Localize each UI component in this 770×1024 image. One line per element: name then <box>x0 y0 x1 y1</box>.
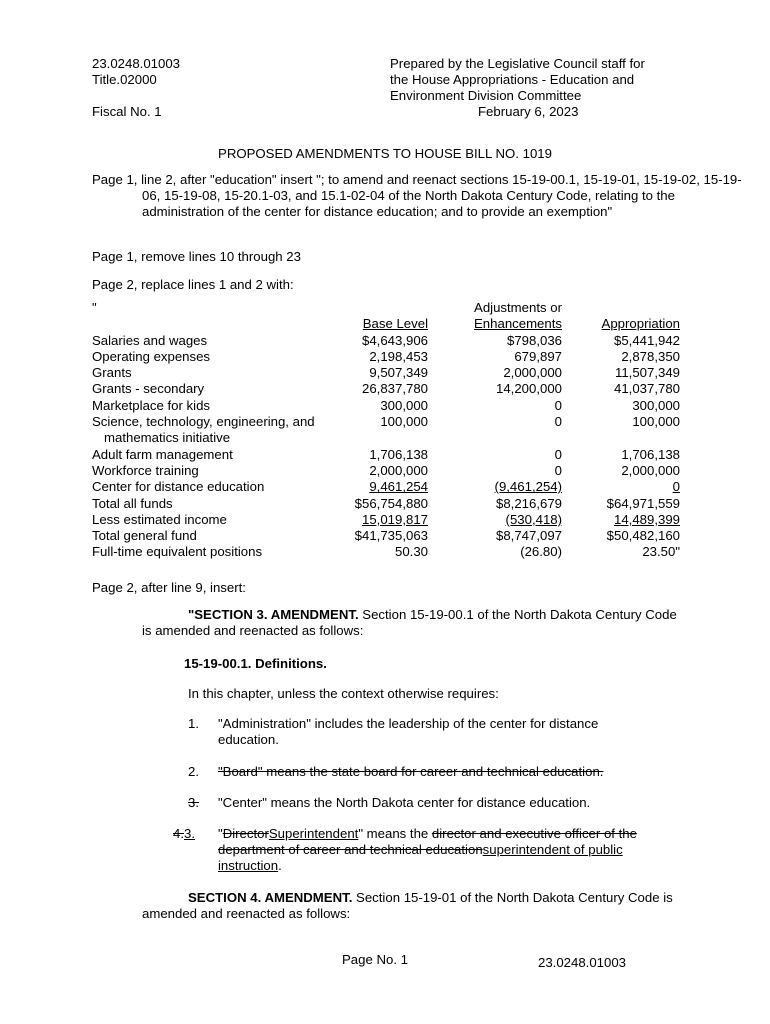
row-label: Center for distance education <box>92 479 265 495</box>
item-number-struck: 4. <box>173 826 184 841</box>
row-appr: 14,489,399 <box>613 511 680 527</box>
row-adj: (9,461,254) <box>494 479 562 495</box>
section3-context: In this chapter, unless the context otherwise requires: <box>188 686 499 701</box>
section3-intro <box>142 607 682 639</box>
row-adj: 0 <box>554 414 562 430</box>
section4-heading: SECTION 4. AMENDMENT. <box>188 890 353 905</box>
row-label: Grants <box>92 365 132 381</box>
section3-subheading: 15-19-00.1. Definitions. <box>184 656 327 671</box>
row-adj: (530,418) <box>505 511 562 527</box>
row-base: 2,198,453 <box>369 348 428 364</box>
appropriation-table <box>92 300 680 561</box>
row-base: 300,000 <box>380 397 428 413</box>
row-appr: 2,878,350 <box>621 348 680 364</box>
row-adj: $798,036 <box>506 332 562 348</box>
item-text: " means the <box>358 826 432 841</box>
table-row <box>92 365 680 381</box>
definition-item-2 <box>168 764 658 780</box>
struck-phrase: director and executive officer of the department of career and technical education <box>218 826 637 857</box>
table-header-row-2 <box>92 316 680 332</box>
row-adj: $8,216,679 <box>495 495 562 511</box>
row-label: Workforce training <box>92 462 199 478</box>
row-adj: 679,897 <box>514 348 562 364</box>
row-label: Grants - secondary <box>92 381 205 397</box>
row-adj: 0 <box>554 446 562 462</box>
item-text-struck: "Board" means the state board for career and technical education. <box>218 764 604 779</box>
item-number-inserted: 3. <box>184 826 195 841</box>
table-header-row-1 <box>92 300 680 316</box>
row-base: 9,461,254 <box>369 479 428 495</box>
table-row <box>92 398 680 414</box>
title-number: Title.02000 <box>92 72 157 87</box>
header-right <box>390 56 690 120</box>
table-row <box>92 333 680 349</box>
row-label: Total general fund <box>92 528 197 544</box>
row-base: $56,754,880 <box>354 495 428 511</box>
row-appr: 11,507,349 <box>614 365 680 381</box>
row-adj: 2,000,000 <box>503 365 562 381</box>
row-adj: 0 <box>554 462 562 478</box>
inserted-word: Superintendent <box>268 826 359 841</box>
bill-id: 23.0248.01003 <box>92 56 181 71</box>
row-base: 50.30 <box>394 544 428 560</box>
row-label: Marketplace for kids <box>92 397 210 413</box>
row-adj: (26.80) <box>520 544 562 560</box>
header-adjustments-line1: Adjustments or <box>474 300 562 315</box>
row-appr: 41,037,780 <box>613 381 680 397</box>
header-left <box>92 56 180 120</box>
quote-mark: " <box>218 826 223 841</box>
inserted-phrase: superintendent of public instruction <box>218 842 623 873</box>
footer-bill-id: 23.0248.01003 <box>538 955 627 970</box>
table-row <box>92 479 680 495</box>
row-label <box>92 414 342 447</box>
item-number-struck: 3. <box>188 795 199 810</box>
row-base: 100,000 <box>380 414 428 430</box>
row-base: 1,706,138 <box>369 446 428 462</box>
instruction-fourth: Page 2, after line 9, insert: <box>92 580 246 595</box>
table-row <box>92 528 680 544</box>
struck-word: Director <box>222 826 269 841</box>
row-adj: 14,200,000 <box>495 381 562 397</box>
period: . <box>278 858 282 873</box>
item-number: 1. <box>188 716 199 731</box>
page-number: Page No. 1 <box>342 952 408 967</box>
prepared-line-3: Environment Division Committee <box>390 88 582 103</box>
row-label: Full-time equivalent positions <box>92 544 263 560</box>
section4-text: Section 15-19-01 of the North Dakota Century Code is amended and reenacted as follows: <box>142 890 673 921</box>
item-number: 2. <box>188 764 199 779</box>
section3-heading: "SECTION 3. AMENDMENT. <box>188 607 359 622</box>
row-adj: 0 <box>554 397 562 413</box>
table-row <box>92 414 680 447</box>
row-base: 26,837,780 <box>361 381 428 397</box>
header-base-level: Base Level <box>362 316 428 332</box>
row-label-line2: mathematics initiative <box>104 430 231 446</box>
item-text: "Center" means the North Dakota center for distance education. <box>218 795 591 810</box>
header-appropriation: Appropriation <box>601 316 680 332</box>
table-row <box>92 349 680 365</box>
row-label: Salaries and wages <box>92 332 208 348</box>
row-adj: $8,747,097 <box>495 528 562 544</box>
table-row <box>92 381 680 397</box>
header-enhancements: Enhancements <box>474 316 562 332</box>
table-row <box>92 512 680 528</box>
prepared-line-1: Prepared by the Legislative Council staff for <box>390 56 645 71</box>
fiscal-number: Fiscal No. 1 <box>92 104 162 119</box>
definition-item-3 <box>168 795 658 811</box>
row-appr: $50,482,160 <box>606 528 680 544</box>
instruction-second: Page 1, remove lines 10 through 23 <box>92 249 301 264</box>
row-appr: 0 <box>672 479 680 495</box>
instruction-first: Page 1, line 2, after "education" insert "; to amend and reenact sections 15-19-00.1, 15-19-01, 15-19-02, 15-19-06, 15-19-08, 15-20.1-03, and 15.1-02-04 of the North Dakota Century Code, relating to the administration of the center for distance education; and to provide an exemption" <box>92 172 742 219</box>
table-row <box>92 447 680 463</box>
instruction-third: Page 2, replace lines 1 and 2 with: <box>92 277 294 292</box>
row-base: 15,019,817 <box>361 511 428 527</box>
row-label: Total all funds <box>92 495 173 511</box>
row-label: Adult farm management <box>92 446 233 462</box>
table-row <box>92 496 680 512</box>
prepared-line-2: the House Appropriations - Education and <box>390 72 635 87</box>
row-base: $41,735,063 <box>354 528 428 544</box>
definition-item-1 <box>168 716 658 748</box>
row-base: $4,643,906 <box>361 332 428 348</box>
open-quote: " <box>92 300 97 315</box>
section4-intro <box>142 890 682 922</box>
row-label: Less estimated income <box>92 511 227 527</box>
row-appr: $64,971,559 <box>606 495 680 511</box>
row-appr: 1,706,138 <box>621 446 680 462</box>
item-text: "Administration" includes the leadership of the center for distance education. <box>218 716 599 747</box>
section3-text: Section 15-19-00.1 of the North Dakota Century Code is amended and reenacted as follows: <box>142 607 677 638</box>
document-date: February 6, 2023 <box>478 104 579 119</box>
row-appr: $5,441,942 <box>613 332 680 348</box>
row-base: 9,507,349 <box>369 365 428 381</box>
row-label: Operating expenses <box>92 348 211 364</box>
document-title: PROPOSED AMENDMENTS TO HOUSE BILL NO. 1019 <box>218 146 552 161</box>
row-base: 2,000,000 <box>369 462 428 478</box>
table-row <box>92 544 680 560</box>
row-appr: 23.50" <box>642 544 680 560</box>
row-appr: 300,000 <box>632 397 680 413</box>
row-appr: 100,000 <box>632 414 680 430</box>
definition-item-4 <box>168 826 658 874</box>
row-appr: 2,000,000 <box>621 462 680 478</box>
row-label-line1: Science, technology, engineering, and <box>92 414 315 430</box>
table-row <box>92 463 680 479</box>
